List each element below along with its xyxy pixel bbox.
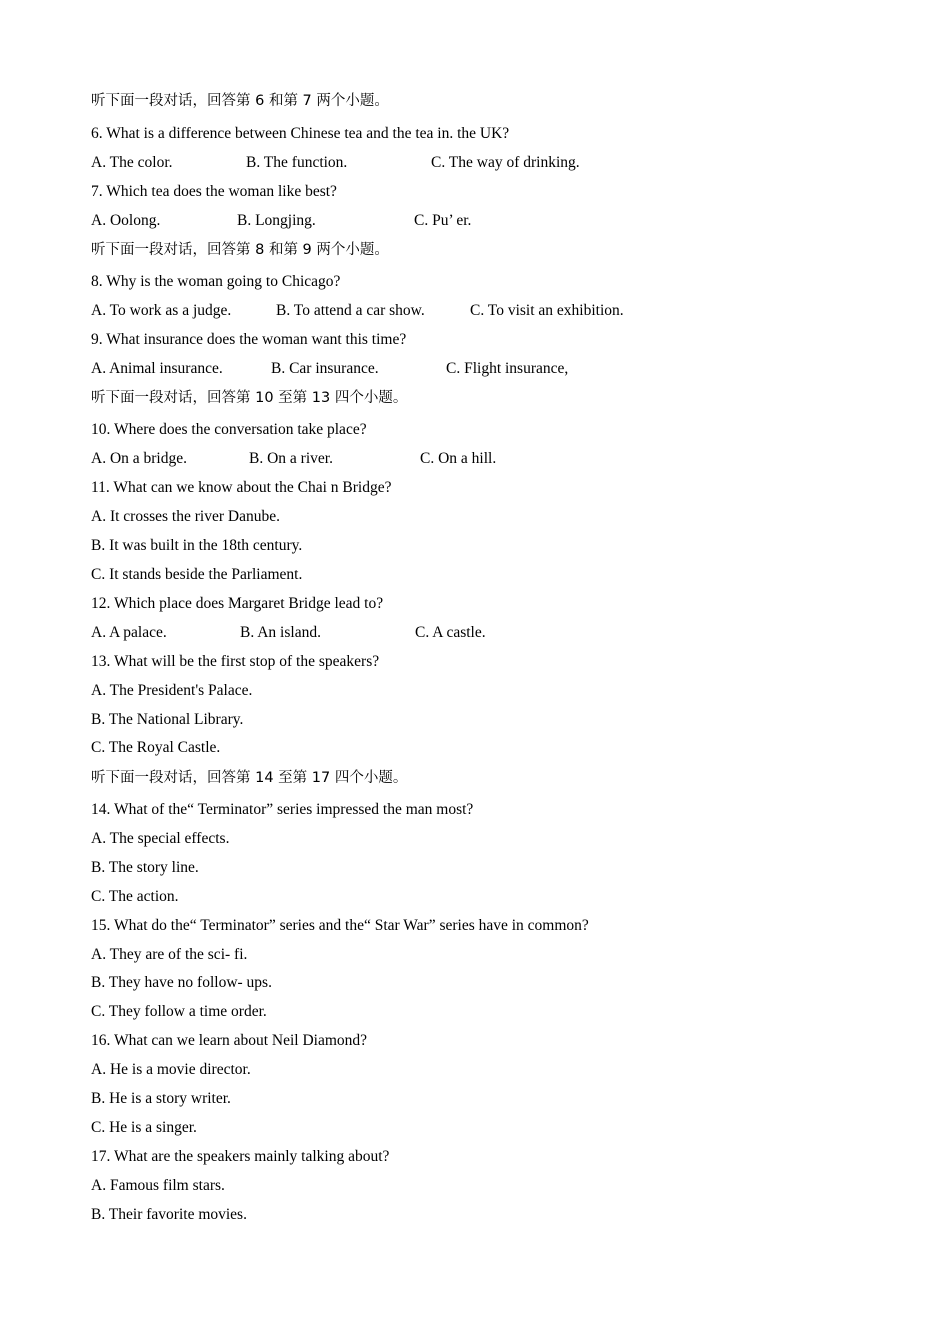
q12-option-c: C. A castle. bbox=[415, 624, 486, 641]
q9-option-a: A. Animal insurance. bbox=[91, 360, 223, 377]
q14-option-b: B. The story line. bbox=[91, 859, 199, 876]
question-17: 17. What are the speakers mainly talking about? bbox=[91, 1148, 390, 1165]
q10-option-a: A. On a bridge. bbox=[91, 450, 187, 467]
question-11: 11. What can we know about the Chai n Bridge? bbox=[91, 479, 392, 496]
q13-option-b: B. The National Library. bbox=[91, 711, 244, 728]
question-7: 7. Which tea does the woman like best? bbox=[91, 183, 337, 200]
q12-option-a: A. A palace. bbox=[91, 624, 167, 641]
q9-option-b: B. Car insurance. bbox=[271, 360, 379, 377]
question-14: 14. What of the“ Terminator” series impressed the man most? bbox=[91, 801, 474, 818]
q16-option-b: B. He is a story writer. bbox=[91, 1090, 231, 1107]
question-16: 16. What can we learn about Neil Diamond? bbox=[91, 1032, 368, 1049]
q12-option-b: B. An island. bbox=[240, 624, 321, 641]
question-8: 8. Why is the woman going to Chicago? bbox=[91, 273, 341, 290]
q8-option-b: B. To attend a car show. bbox=[276, 302, 425, 319]
section-instruction: 听下面一段对话，回答第 14 至第 17 四个小题。 bbox=[91, 770, 408, 786]
section-instruction: 听下面一段对话，回答第 6 和第 7 两个小题。 bbox=[91, 93, 389, 109]
question-6: 6. What is a difference between Chinese tea and the tea in. the UK? bbox=[91, 125, 510, 142]
question-9: 9. What insurance does the woman want this time? bbox=[91, 331, 407, 348]
q7-option-b: B. Longjing. bbox=[237, 212, 316, 229]
q11-option-c: C. It stands beside the Parliament. bbox=[91, 566, 303, 583]
q9-option-c: C. Flight insurance, bbox=[446, 360, 569, 377]
q13-option-a: A. The President's Palace. bbox=[91, 682, 253, 699]
q10-option-b: B. On a river. bbox=[249, 450, 333, 467]
q17-option-a: A. Famous film stars. bbox=[91, 1177, 225, 1194]
q14-option-a: A. The special effects. bbox=[91, 830, 230, 847]
q6-option-c: C. The way of drinking. bbox=[431, 154, 580, 171]
q7-option-c: C. Pu’ er. bbox=[414, 212, 472, 229]
q15-option-a: A. They are of the sci- fi. bbox=[91, 946, 248, 963]
q8-option-c: C. To visit an exhibition. bbox=[470, 302, 624, 319]
q7-option-a: A. Oolong. bbox=[91, 212, 161, 229]
q11-option-b: B. It was built in the 18th century. bbox=[91, 537, 303, 554]
question-10: 10. Where does the conversation take place? bbox=[91, 421, 367, 438]
question-12: 12. Which place does Margaret Bridge lead to? bbox=[91, 595, 384, 612]
q15-option-c: C. They follow a time order. bbox=[91, 1003, 267, 1020]
question-15: 15. What do the“ Terminator” series and the“ Star War” series have in common? bbox=[91, 917, 589, 934]
section-instruction: 听下面一段对话，回答第 8 和第 9 两个小题。 bbox=[91, 242, 389, 258]
q17-option-b: B. Their favorite movies. bbox=[91, 1206, 247, 1223]
q10-option-c: C. On a hill. bbox=[420, 450, 497, 467]
q14-option-c: C. The action. bbox=[91, 888, 179, 905]
q15-option-b: B. They have no follow- ups. bbox=[91, 974, 272, 991]
q13-option-c: C. The Royal Castle. bbox=[91, 739, 221, 756]
section-instruction: 听下面一段对话，回答第 10 至第 13 四个小题。 bbox=[91, 390, 408, 406]
q6-option-b: B. The function. bbox=[246, 154, 348, 171]
q16-option-c: C. He is a singer. bbox=[91, 1119, 197, 1136]
q11-option-a: A. It crosses the river Danube. bbox=[91, 508, 280, 525]
q16-option-a: A. He is a movie director. bbox=[91, 1061, 251, 1078]
q8-option-a: A. To work as a judge. bbox=[91, 302, 232, 319]
q6-option-a: A. The color. bbox=[91, 154, 173, 171]
question-13: 13. What will be the first stop of the speakers? bbox=[91, 653, 380, 670]
